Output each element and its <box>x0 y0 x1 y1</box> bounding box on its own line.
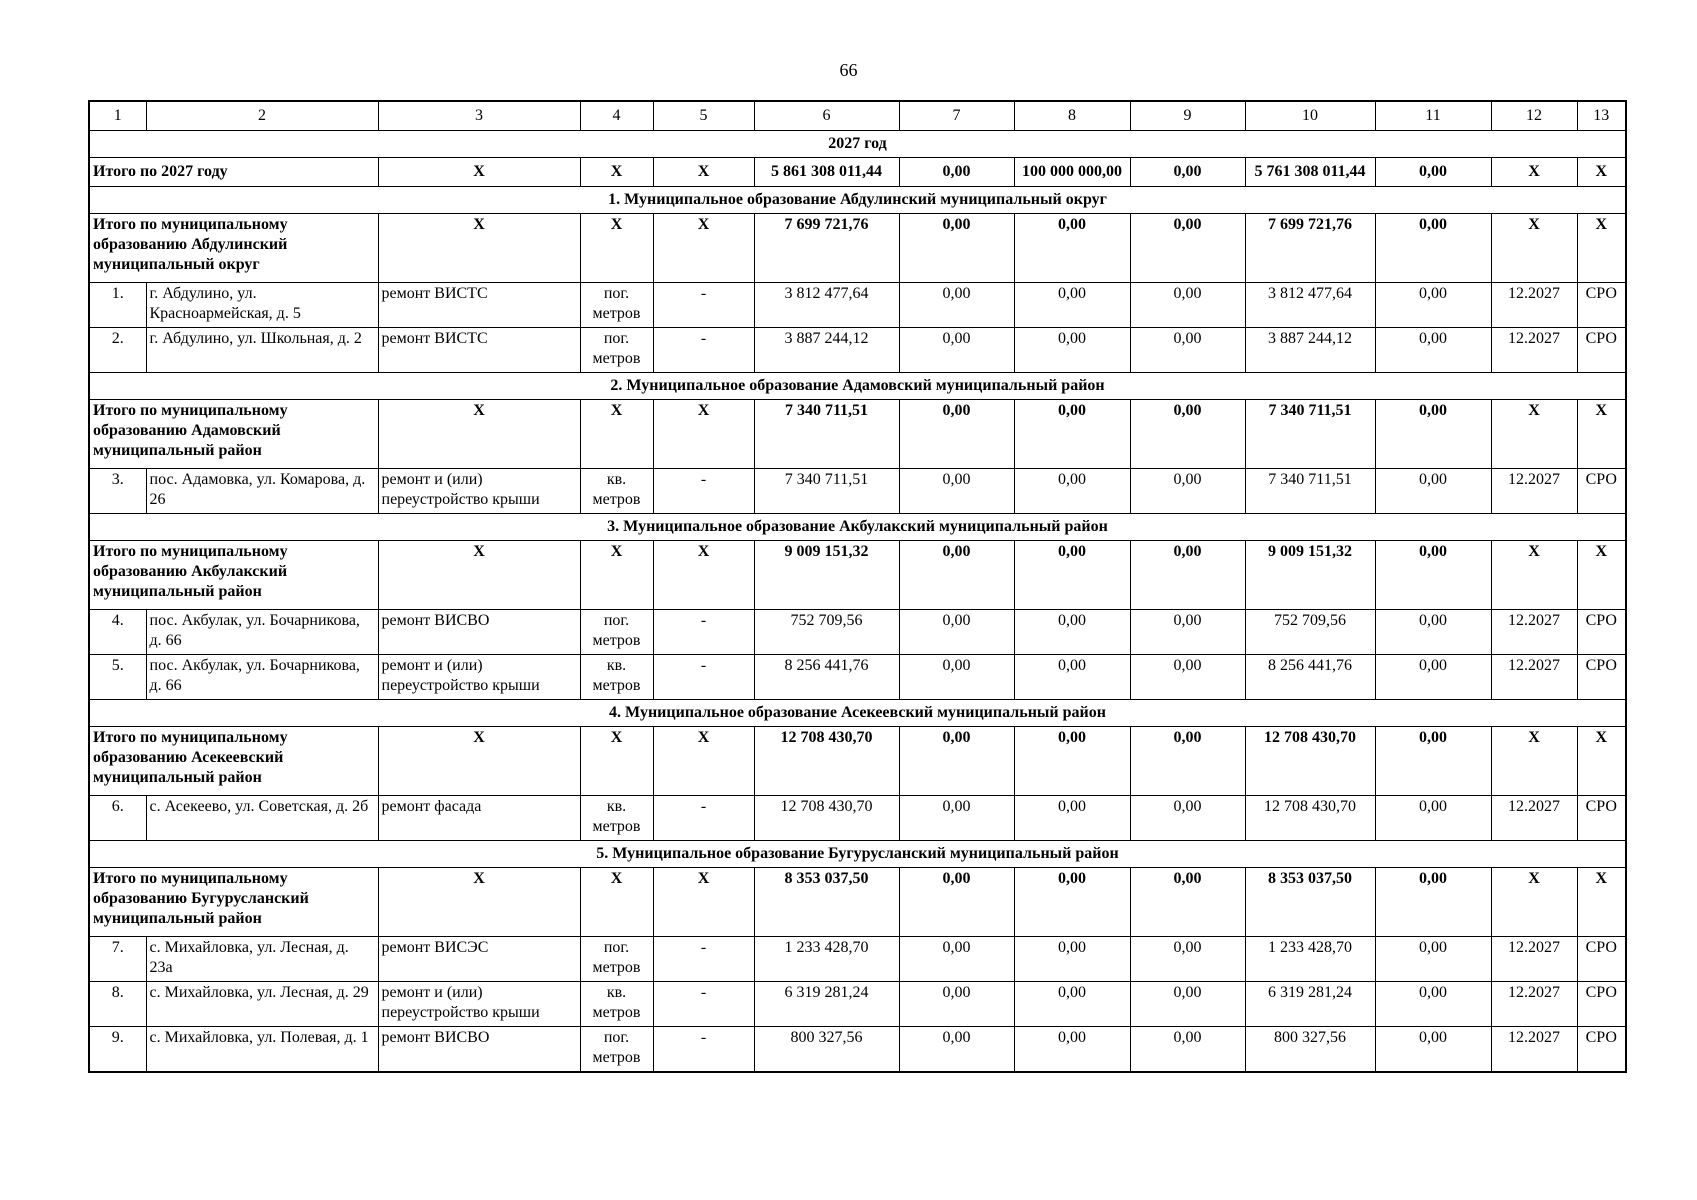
unit-cell: пог. метров <box>580 937 653 982</box>
method-cell: СРО <box>1577 1027 1626 1073</box>
cell-c8: 0,00 <box>1014 400 1130 469</box>
column-header: 7 <box>899 101 1014 131</box>
column-header: 4 <box>580 101 653 131</box>
unit-cell: пог. метров <box>580 610 653 655</box>
work-type-cell: ремонт ВИСЭС <box>378 937 580 982</box>
cell-c3: Х <box>378 868 580 937</box>
cell-c11: 0,00 <box>1375 868 1491 937</box>
cell-c12: Х <box>1491 158 1577 187</box>
cell-c5: Х <box>653 400 754 469</box>
grand-total-label: Итого по 2027 году <box>89 158 378 187</box>
cell-c6: 800 327,56 <box>754 1027 899 1073</box>
cell-c6: 6 319 281,24 <box>754 982 899 1027</box>
column-number-row <box>89 101 1626 131</box>
method-cell: СРО <box>1577 796 1626 841</box>
table-row <box>89 655 1626 700</box>
cell-c8: 100 000 000,00 <box>1014 158 1130 187</box>
cell-c13: Х <box>1577 158 1626 187</box>
address-cell: с. Михайловка, ул. Полевая, д. 1 <box>146 1027 378 1073</box>
cell-c7: 0,00 <box>899 796 1014 841</box>
cell-c5: - <box>653 982 754 1027</box>
table-body <box>89 101 1626 1072</box>
cell-c8: 0,00 <box>1014 937 1130 982</box>
cell-c5: - <box>653 937 754 982</box>
cell-c13: Х <box>1577 727 1626 796</box>
cell-c5: - <box>653 1027 754 1073</box>
table-row <box>89 982 1626 1027</box>
cell-c4: Х <box>580 158 653 187</box>
table-row <box>89 610 1626 655</box>
cell-c5: - <box>653 796 754 841</box>
column-header: 10 <box>1245 101 1375 131</box>
cell-c11: 0,00 <box>1375 937 1491 982</box>
cell-c10: 8 353 037,50 <box>1245 868 1375 937</box>
unit-cell: пог. метров <box>580 283 653 328</box>
address-cell: г. Абдулино, ул. Красноармейская, д. 5 <box>146 283 378 328</box>
cell-c13: Х <box>1577 541 1626 610</box>
cell-c7: 0,00 <box>899 283 1014 328</box>
cell-c9: 0,00 <box>1130 400 1245 469</box>
unit-cell: пог. метров <box>580 1027 653 1073</box>
group-subtotal-row <box>89 400 1626 469</box>
table-row <box>89 937 1626 982</box>
work-type-cell: ремонт ВИСТС <box>378 328 580 373</box>
cell-c5: - <box>653 610 754 655</box>
cell-c6: 8 256 441,76 <box>754 655 899 700</box>
table-row <box>89 796 1626 841</box>
work-type-cell: ремонт фасада <box>378 796 580 841</box>
cell-c8: 0,00 <box>1014 214 1130 283</box>
table-row <box>89 1027 1626 1073</box>
cell-c9: 0,00 <box>1130 469 1245 514</box>
row-number: 2. <box>89 328 146 373</box>
deadline-cell: 12.2027 <box>1491 655 1577 700</box>
method-cell: СРО <box>1577 328 1626 373</box>
method-cell: СРО <box>1577 283 1626 328</box>
cell-c13: Х <box>1577 868 1626 937</box>
unit-cell: кв. метров <box>580 469 653 514</box>
group-section-row <box>89 841 1626 868</box>
group-title: 2. Муниципальное образование Адамовский муниципальный район <box>89 373 1626 400</box>
cell-c5: - <box>653 328 754 373</box>
cell-c10: 8 256 441,76 <box>1245 655 1375 700</box>
deadline-cell: 12.2027 <box>1491 469 1577 514</box>
cell-c10: 752 709,56 <box>1245 610 1375 655</box>
column-header: 13 <box>1577 101 1626 131</box>
cell-c7: 0,00 <box>899 727 1014 796</box>
cell-c4: Х <box>580 541 653 610</box>
cell-c10: 1 233 428,70 <box>1245 937 1375 982</box>
column-header: 2 <box>146 101 378 131</box>
cell-c6: 12 708 430,70 <box>754 727 899 796</box>
cell-c8: 0,00 <box>1014 469 1130 514</box>
subtotal-label: Итого по муниципальному образованию Акбулакский муниципальный район <box>89 541 378 610</box>
cell-c9: 0,00 <box>1130 727 1245 796</box>
cell-c9: 0,00 <box>1130 158 1245 187</box>
unit-cell: пог. метров <box>580 328 653 373</box>
cell-c10: 7 340 711,51 <box>1245 400 1375 469</box>
work-type-cell: ремонт и (или) переустройство крыши <box>378 469 580 514</box>
cell-c7: 0,00 <box>899 541 1014 610</box>
cell-c7: 0,00 <box>899 610 1014 655</box>
cell-c9: 0,00 <box>1130 283 1245 328</box>
group-section-row <box>89 514 1626 541</box>
column-header: 11 <box>1375 101 1491 131</box>
cell-c5: Х <box>653 868 754 937</box>
cell-c7: 0,00 <box>899 655 1014 700</box>
cell-c7: 0,00 <box>899 214 1014 283</box>
cell-c8: 0,00 <box>1014 328 1130 373</box>
method-cell: СРО <box>1577 937 1626 982</box>
cell-c13: Х <box>1577 400 1626 469</box>
cell-c9: 0,00 <box>1130 655 1245 700</box>
row-number: 1. <box>89 283 146 328</box>
cell-c6: 1 233 428,70 <box>754 937 899 982</box>
address-cell: г. Абдулино, ул. Школьная, д. 2 <box>146 328 378 373</box>
cell-c12: Х <box>1491 541 1577 610</box>
cell-c5: Х <box>653 214 754 283</box>
cell-c9: 0,00 <box>1130 796 1245 841</box>
row-number: 3. <box>89 469 146 514</box>
cell-c7: 0,00 <box>899 868 1014 937</box>
capital-repair-table <box>88 100 1627 1073</box>
cell-c7: 0,00 <box>899 469 1014 514</box>
column-header: 5 <box>653 101 754 131</box>
cell-c6: 7 340 711,51 <box>754 400 899 469</box>
column-header: 9 <box>1130 101 1245 131</box>
row-number: 9. <box>89 1027 146 1073</box>
address-cell: пос. Акбулак, ул. Бочарникова, д. 66 <box>146 655 378 700</box>
deadline-cell: 12.2027 <box>1491 1027 1577 1073</box>
cell-c8: 0,00 <box>1014 655 1130 700</box>
group-title: 3. Муниципальное образование Акбулакский муниципальный район <box>89 514 1626 541</box>
unit-cell: кв. метров <box>580 655 653 700</box>
cell-c4: Х <box>580 400 653 469</box>
cell-c7: 0,00 <box>899 1027 1014 1073</box>
cell-c10: 12 708 430,70 <box>1245 727 1375 796</box>
cell-c11: 0,00 <box>1375 541 1491 610</box>
cell-c10: 7 340 711,51 <box>1245 469 1375 514</box>
cell-c10: 3 812 477,64 <box>1245 283 1375 328</box>
unit-cell: кв. метров <box>580 796 653 841</box>
cell-c9: 0,00 <box>1130 1027 1245 1073</box>
group-title: 5. Муниципальное образование Бугурусланский муниципальный район <box>89 841 1626 868</box>
cell-c11: 0,00 <box>1375 328 1491 373</box>
group-section-row <box>89 187 1626 214</box>
cell-c4: Х <box>580 727 653 796</box>
subtotal-label: Итого по муниципальному образованию Адамовский муниципальный район <box>89 400 378 469</box>
work-type-cell: ремонт и (или) переустройство крыши <box>378 982 580 1027</box>
group-title: 4. Муниципальное образование Асекеевский муниципальный район <box>89 700 1626 727</box>
subtotal-label: Итого по муниципальному образованию Бугурусланский муниципальный район <box>89 868 378 937</box>
table-row <box>89 283 1626 328</box>
row-number: 6. <box>89 796 146 841</box>
column-header: 1 <box>89 101 146 131</box>
cell-c4: Х <box>580 214 653 283</box>
method-cell: СРО <box>1577 469 1626 514</box>
cell-c8: 0,00 <box>1014 982 1130 1027</box>
deadline-cell: 12.2027 <box>1491 328 1577 373</box>
cell-c6: 752 709,56 <box>754 610 899 655</box>
cell-c5: Х <box>653 727 754 796</box>
cell-c7: 0,00 <box>899 982 1014 1027</box>
cell-c11: 0,00 <box>1375 610 1491 655</box>
cell-c12: Х <box>1491 727 1577 796</box>
cell-c6: 5 861 308 011,44 <box>754 158 899 187</box>
cell-c8: 0,00 <box>1014 868 1130 937</box>
cell-c9: 0,00 <box>1130 982 1245 1027</box>
address-cell: с. Михайловка, ул. Лесная, д. 29 <box>146 982 378 1027</box>
cell-c5: - <box>653 283 754 328</box>
group-subtotal-row <box>89 214 1626 283</box>
cell-c9: 0,00 <box>1130 328 1245 373</box>
cell-c6: 7 699 721,76 <box>754 214 899 283</box>
group-section-row <box>89 700 1626 727</box>
cell-c11: 0,00 <box>1375 400 1491 469</box>
cell-c11: 0,00 <box>1375 727 1491 796</box>
work-type-cell: ремонт ВИСТС <box>378 283 580 328</box>
address-cell: с. Михайловка, ул. Лесная, д. 23а <box>146 937 378 982</box>
year-section-row <box>89 131 1626 158</box>
group-subtotal-row <box>89 727 1626 796</box>
group-section-row <box>89 373 1626 400</box>
cell-c11: 0,00 <box>1375 283 1491 328</box>
cell-c5: Х <box>653 158 754 187</box>
year-section-title: 2027 год <box>89 131 1626 158</box>
work-type-cell: ремонт и (или) переустройство крыши <box>378 655 580 700</box>
cell-c6: 7 340 711,51 <box>754 469 899 514</box>
row-number: 7. <box>89 937 146 982</box>
unit-cell: кв. метров <box>580 982 653 1027</box>
cell-c6: 8 353 037,50 <box>754 868 899 937</box>
page-number: 66 <box>839 60 858 80</box>
row-number: 4. <box>89 610 146 655</box>
cell-c3: Х <box>378 400 580 469</box>
cell-c10: 9 009 151,32 <box>1245 541 1375 610</box>
cell-c3: Х <box>378 214 580 283</box>
cell-c6: 12 708 430,70 <box>754 796 899 841</box>
group-subtotal-row <box>89 541 1626 610</box>
cell-c13: Х <box>1577 214 1626 283</box>
subtotal-label: Итого по муниципальному образованию Асекеевский муниципальный район <box>89 727 378 796</box>
cell-c12: Х <box>1491 868 1577 937</box>
cell-c6: 3 812 477,64 <box>754 283 899 328</box>
cell-c8: 0,00 <box>1014 610 1130 655</box>
deadline-cell: 12.2027 <box>1491 283 1577 328</box>
cell-c7: 0,00 <box>899 158 1014 187</box>
cell-c6: 3 887 244,12 <box>754 328 899 373</box>
cell-c12: Х <box>1491 214 1577 283</box>
method-cell: СРО <box>1577 982 1626 1027</box>
grand-total-row <box>89 158 1626 187</box>
subtotal-label: Итого по муниципальному образованию Абдулинский муниципальный округ <box>89 214 378 283</box>
cell-c9: 0,00 <box>1130 868 1245 937</box>
cell-c11: 0,00 <box>1375 982 1491 1027</box>
cell-c8: 0,00 <box>1014 541 1130 610</box>
deadline-cell: 12.2027 <box>1491 796 1577 841</box>
cell-c9: 0,00 <box>1130 214 1245 283</box>
address-cell: пос. Адамовка, ул. Комарова, д. 26 <box>146 469 378 514</box>
cell-c10: 5 761 308 011,44 <box>1245 158 1375 187</box>
row-number: 8. <box>89 982 146 1027</box>
cell-c10: 12 708 430,70 <box>1245 796 1375 841</box>
cell-c11: 0,00 <box>1375 1027 1491 1073</box>
table-row <box>89 469 1626 514</box>
cell-c7: 0,00 <box>899 400 1014 469</box>
cell-c7: 0,00 <box>899 937 1014 982</box>
cell-c4: Х <box>580 868 653 937</box>
cell-c11: 0,00 <box>1375 469 1491 514</box>
method-cell: СРО <box>1577 655 1626 700</box>
deadline-cell: 12.2027 <box>1491 610 1577 655</box>
row-number: 5. <box>89 655 146 700</box>
cell-c8: 0,00 <box>1014 727 1130 796</box>
cell-c3: Х <box>378 727 580 796</box>
deadline-cell: 12.2027 <box>1491 937 1577 982</box>
group-title: 1. Муниципальное образование Абдулинский муниципальный округ <box>89 187 1626 214</box>
column-header: 12 <box>1491 101 1577 131</box>
cell-c3: Х <box>378 158 580 187</box>
cell-c11: 0,00 <box>1375 158 1491 187</box>
cell-c10: 7 699 721,76 <box>1245 214 1375 283</box>
cell-c8: 0,00 <box>1014 283 1130 328</box>
deadline-cell: 12.2027 <box>1491 982 1577 1027</box>
cell-c5: Х <box>653 541 754 610</box>
column-header: 3 <box>378 101 580 131</box>
cell-c9: 0,00 <box>1130 610 1245 655</box>
cell-c10: 800 327,56 <box>1245 1027 1375 1073</box>
cell-c8: 0,00 <box>1014 796 1130 841</box>
cell-c3: Х <box>378 541 580 610</box>
cell-c5: - <box>653 655 754 700</box>
table-row <box>89 328 1626 373</box>
cell-c11: 0,00 <box>1375 214 1491 283</box>
column-header: 8 <box>1014 101 1130 131</box>
work-type-cell: ремонт ВИСВО <box>378 1027 580 1073</box>
cell-c11: 0,00 <box>1375 655 1491 700</box>
cell-c6: 9 009 151,32 <box>754 541 899 610</box>
cell-c7: 0,00 <box>899 328 1014 373</box>
cell-c9: 0,00 <box>1130 937 1245 982</box>
cell-c10: 6 319 281,24 <box>1245 982 1375 1027</box>
cell-c8: 0,00 <box>1014 1027 1130 1073</box>
address-cell: пос. Акбулак, ул. Бочарникова, д. 66 <box>146 610 378 655</box>
column-header: 6 <box>754 101 899 131</box>
cell-c12: Х <box>1491 400 1577 469</box>
address-cell: с. Асекеево, ул. Советская, д. 2б <box>146 796 378 841</box>
cell-c5: - <box>653 469 754 514</box>
work-type-cell: ремонт ВИСВО <box>378 610 580 655</box>
method-cell: СРО <box>1577 610 1626 655</box>
group-subtotal-row <box>89 868 1626 937</box>
cell-c9: 0,00 <box>1130 541 1245 610</box>
cell-c11: 0,00 <box>1375 796 1491 841</box>
cell-c10: 3 887 244,12 <box>1245 328 1375 373</box>
